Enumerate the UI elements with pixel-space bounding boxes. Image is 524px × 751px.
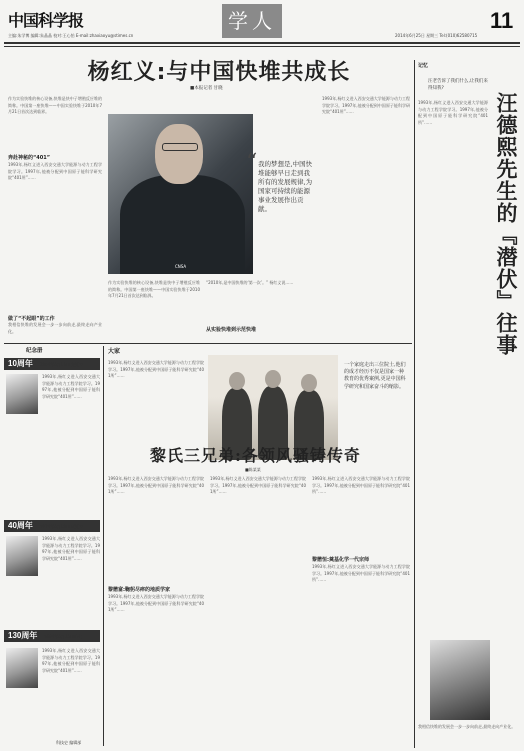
page-number: 11: [490, 8, 514, 33]
main-headline: 杨红义:与中国快堆共成长: [87, 60, 351, 85]
body-paragraph: 1993年,杨红义进入西安交通大学能源与动力工程学院学习。1997年,他被分配到中国原子能科学研究院“401所”……: [8, 162, 102, 180]
anniversary-years: 10周年: [8, 359, 33, 368]
second-body: 1993年,杨红义进入西安交通大学能源与动力工程学院学习。1997年,他被分配到中国原子能科学研究院“401所”……: [312, 476, 410, 494]
anniversary-years: 40周年: [8, 521, 33, 530]
main-byline: ■本报记者 甘晓: [190, 86, 223, 91]
portrait-suit: [120, 175, 245, 274]
body-paragraph: 作为实验快堆的核心设备,快堆是快中子增殖反应堆的简称。中国第一座快堆——中国实验快堆于2010年7月21日首次达到临界。: [8, 96, 102, 114]
person-head: [265, 370, 281, 388]
person-head: [229, 372, 245, 390]
body-paragraph: 作为实验快堆的核心设备,快堆是快中子增殖反应堆的简称。中国第一座快堆——中国实验快堆于2010年7月21日首次达到临界。: [108, 280, 200, 298]
column-divider: [103, 346, 104, 746]
portrait-glasses: [162, 143, 198, 151]
sidebar-teaser: 汪老告诉了我们什么,让我们来得知我?: [428, 79, 488, 91]
pull-quote: 我的梦想是,中国快堆能够早日走到我所有的发展规律,为国家可持续的能源事业发展作出贡献。: [258, 160, 313, 213]
memorial-text: 1993年,杨红义进入西安交通大学能源与动力工程学院学习。1997年,他被分配到中国原子能科学研究院“401所”……: [42, 648, 100, 673]
section-divider: [4, 343, 412, 344]
memorial-portrait: [6, 374, 38, 414]
anniversary-date: 1974年6月18日 同逝世: [40, 524, 84, 529]
memorial-label: 纪念册: [26, 348, 43, 354]
second-body: 1993年,杨红义进入西安交通大学能源与动力工程学院学习。1997年,他被分配到中国原子能科学研究院“401所”……: [108, 594, 204, 612]
sidebar-body: 1993年,杨红义进入西安交通大学能源与动力工程学院学习。1997年,他被分配到中国原子能科学研究院“401所”……: [418, 100, 488, 125]
memorial-text: 1993年,杨红义进入西安交通大学能源与动力工程学院学习。1997年,他被分配到中国原子能科学研究院“401所”……: [42, 374, 100, 399]
photo-credit: CNSA: [175, 264, 187, 269]
sidebar-portrait: [430, 640, 490, 720]
person-head: [301, 374, 317, 392]
staff-line: 主编:朱学博 编辑:朱晶晶 校对:王心怡 E-mail:zhaxiaoyu@stimes.cn: [8, 33, 134, 38]
anniversary-years: 130周年: [8, 631, 38, 640]
body-paragraph: 1993年,杨红义进入西安交通大学能源与动力工程学院学习。1997年,他被分配到中国原子能科学研究院“401所”……: [322, 96, 410, 114]
second-pull-quote: 一个家庭走出三位院士,他们的成才经历不仅是国家一种教育的优秀案例,更是中国科学研究和国家奋斗的缩影。: [344, 362, 406, 390]
anniversary-date: 1884年6月25日出生: [44, 634, 82, 639]
section-label: 学人: [222, 4, 282, 38]
memorial-portrait: [6, 648, 38, 688]
second-section-label: 大家: [108, 348, 121, 355]
subhead: 奔赴神秘的“401”: [8, 155, 51, 161]
memorial-text: 1993年,杨红义进入西安交通大学能源与动力工程学院学习。1997年,他被分配到中国原子能科学研究院“401所”……: [42, 536, 100, 561]
sidebar-divider: [414, 60, 415, 748]
second-headline: 黎氏三兄弟:各领风骚铸传奇: [150, 446, 361, 465]
subhead: 从实验快堆到示范快堆: [206, 327, 257, 333]
second-subhead: 黎懋富:鞠躬尽瘁的地质学家: [108, 587, 171, 593]
second-body: 1993年,杨红义进入西安交通大学能源与动力工程学院学习。1997年,他被分配到中国原子能科学研究院“401所”……: [108, 476, 204, 494]
sidebar-vertical-title: 汪德熙先生的『潜伏』往事: [494, 92, 519, 356]
dateline: 2014年6月25日 星期三 Tel:(010)62580715: [395, 33, 478, 38]
second-body: 1993年,杨红义进入西安交通大学能源与动力工程学院学习。1997年,他被分配到中国原子能科学研究院“401所”……: [210, 476, 306, 494]
sidebar-body-end: 我相信快堆的发展会一步一步向前走,最终走向产业化。: [418, 724, 516, 729]
portrait-face: [155, 124, 203, 184]
body-paragraph: “2010年,是中国快堆的‘第一次’。” 杨红义说……: [206, 280, 294, 285]
sidebar-label: 记忆: [418, 63, 429, 69]
newspaper-logo: 中国科学报: [8, 11, 84, 30]
anniversary-date: 2004年6月16日 先逝世: [40, 362, 84, 367]
quote-mark-icon: “: [246, 150, 258, 175]
body-paragraph: 我相信快堆的发展会一步一步向前走,最终走向产业化。: [8, 322, 102, 334]
subhead: 做了“不起眼”的工作: [8, 316, 55, 322]
second-subhead: 黎懋恒:奠基化学一代宗师: [312, 557, 370, 563]
second-body: 1993年,杨红义进入西安交通大学能源与动力工程学院学习。1997年,他被分配到中国原子能科学研究院“401所”……: [108, 360, 204, 378]
second-body: 1993年,杨红义进入西安交通大学能源与动力工程学院学习。1997年,他被分配到中国原子能科学研究院“401所”……: [312, 564, 410, 582]
masthead-rule: [4, 42, 520, 44]
second-byline: ■陈某某: [245, 467, 261, 472]
masthead-rule-thin: [4, 46, 520, 47]
memorial-editor: 科技史 编辑部: [56, 740, 82, 745]
memorial-portrait: [6, 536, 38, 576]
